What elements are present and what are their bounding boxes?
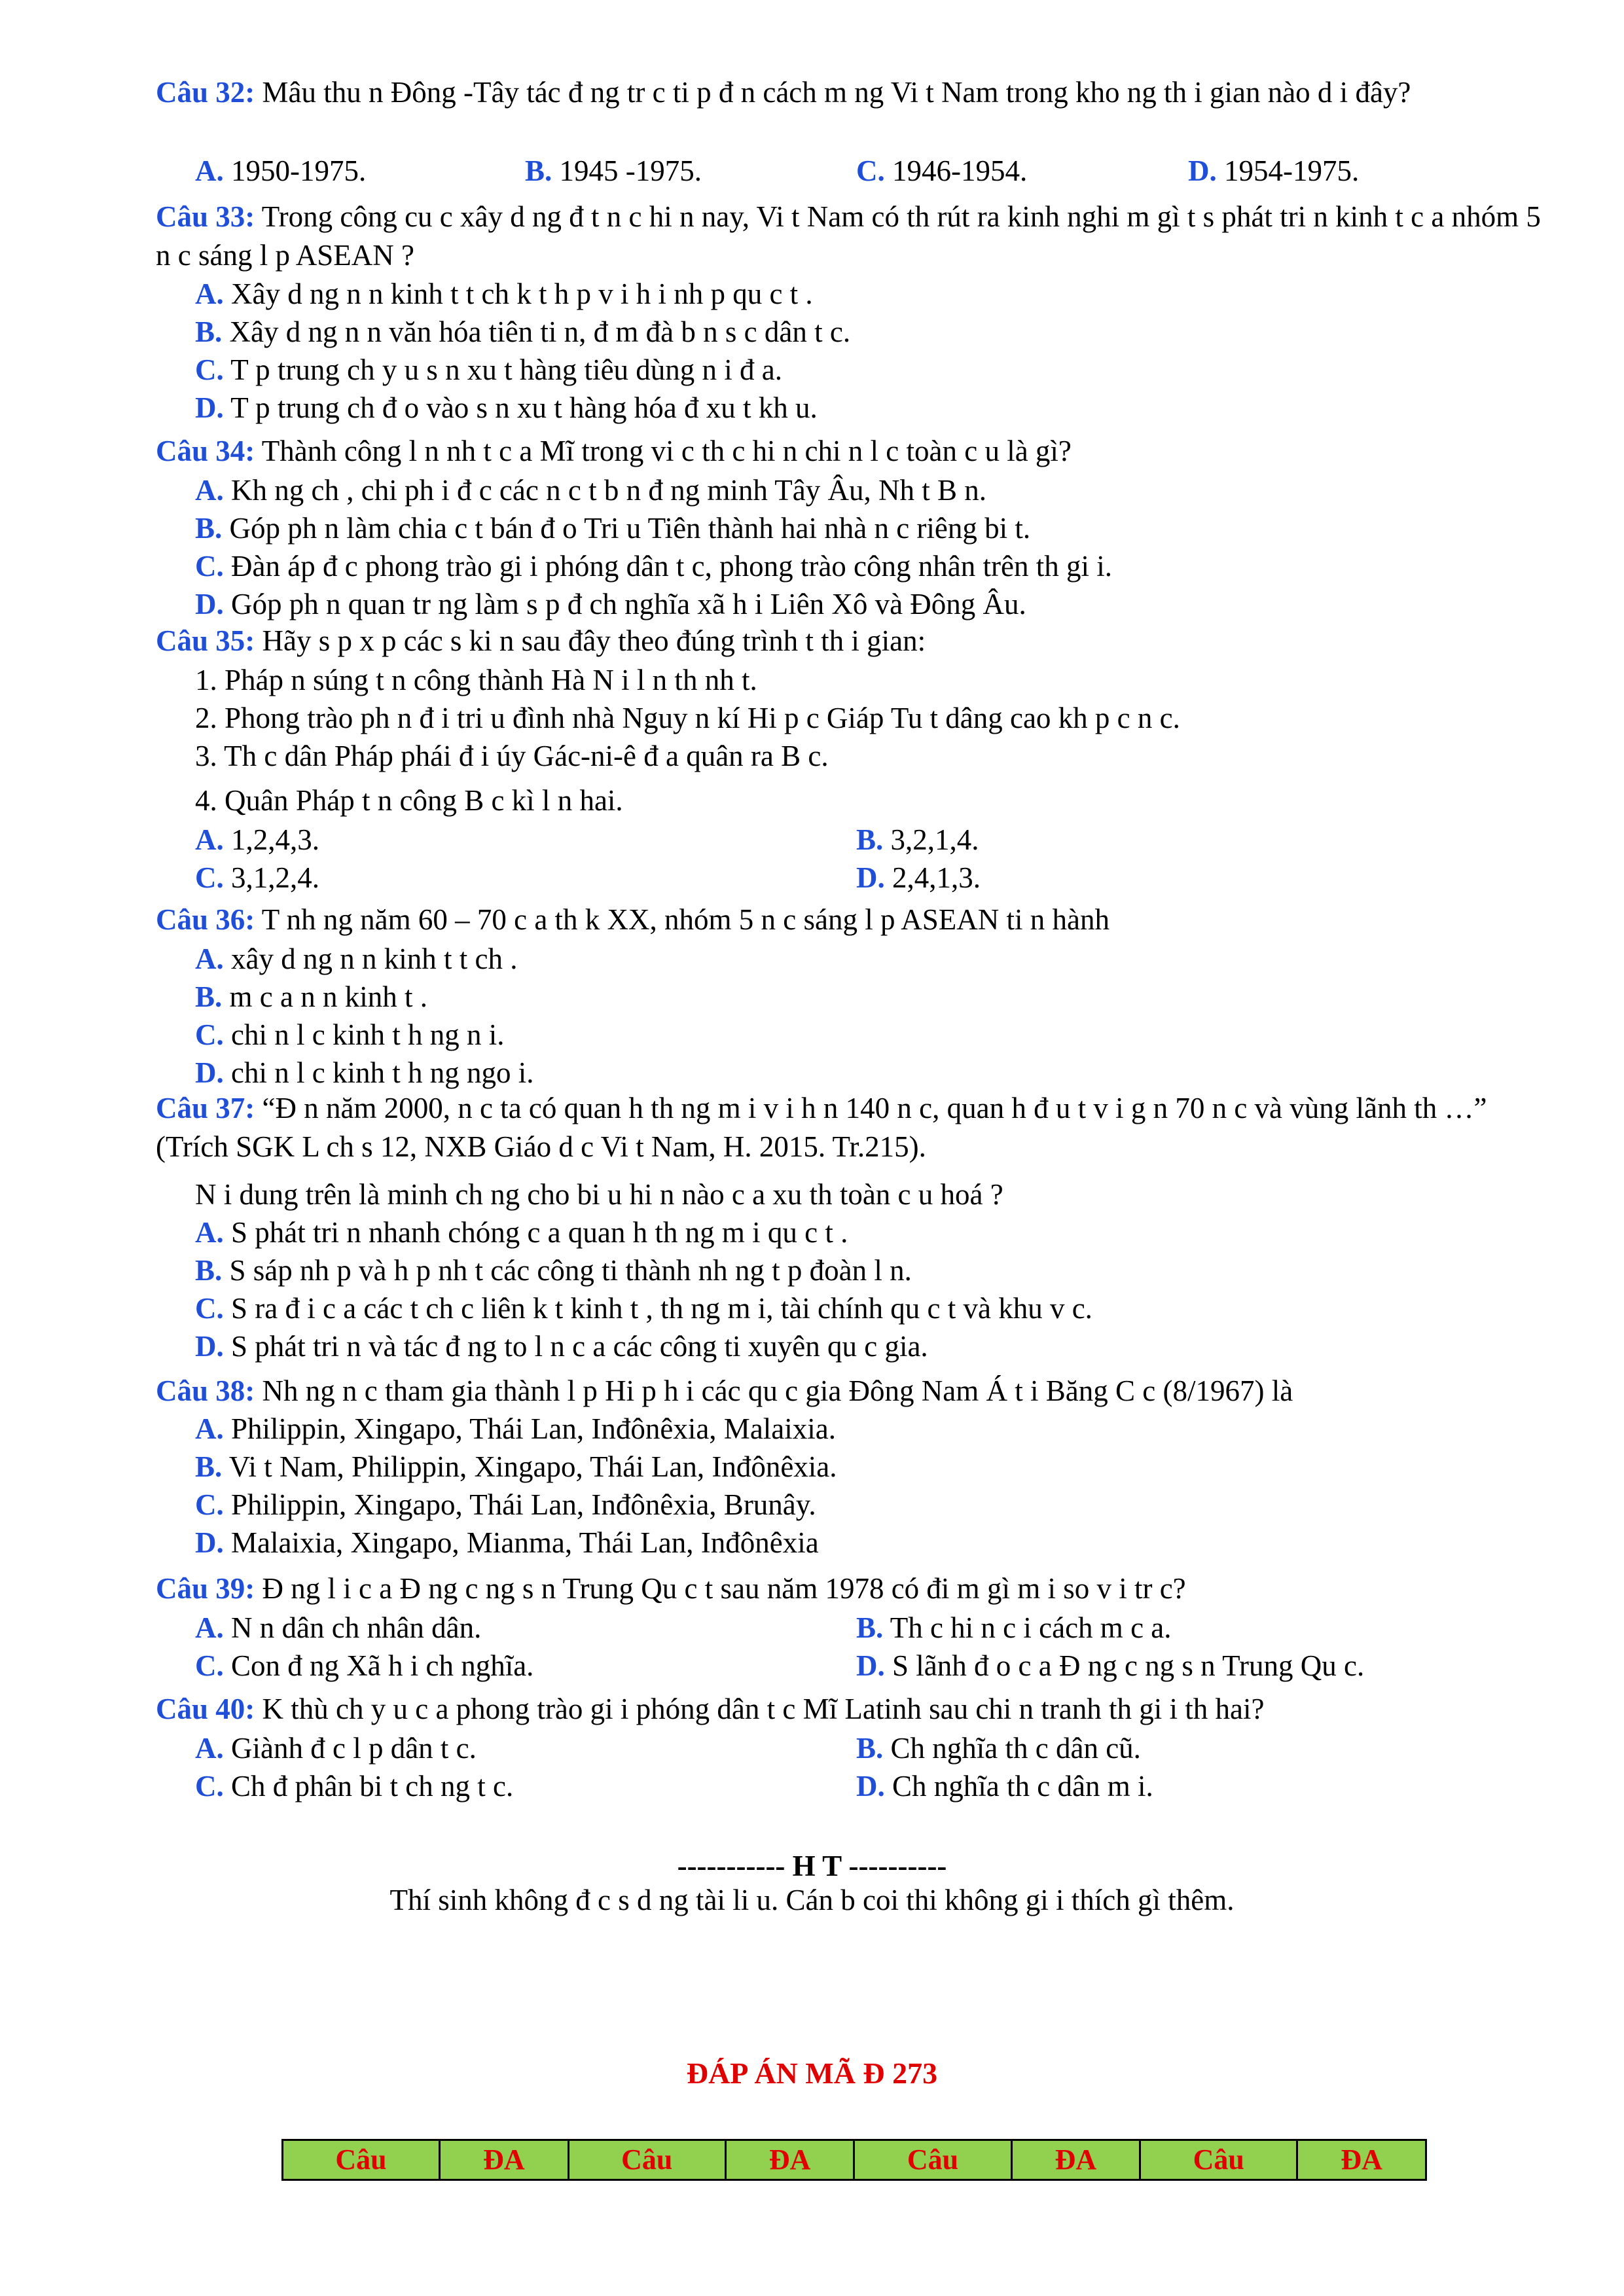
column-header: Câu [1140,2140,1297,2180]
option-b: B. m c a n n kinh t . [195,980,427,1013]
event-2: 2. Phong trào ph n đ i tri u đình nhà Nguy n kí Hi p c Giáp Tu t dâng cao kh p c n c. [195,702,1180,734]
option-a: A. 1950-1975. [195,154,367,187]
option-b: B. Ch nghĩa th c dân cũ. [856,1732,1141,1765]
option-b: B. Xây d ng n n văn hóa tiên ti n, đ m đà b n s c dân t c. [195,315,851,348]
question-40 [156,1690,1543,1729]
option-c: C. Ch đ phân bi t ch ng t c. [195,1770,514,1803]
column-header: ĐA [1297,2140,1426,2180]
option-d: D. S phát tri n và tác đ ng to l n c a các công ti xuyên qu c gia. [195,1330,928,1363]
question-number: Câu 36: [156,903,255,936]
option-c: C. S ra đ i c a các t ch c liên k t kinh t , th ng m i, tài chính qu c t và khu v c. [195,1292,1092,1325]
option-b: B. 3,2,1,4. [856,823,979,856]
question-number: Câu 33: [156,200,255,233]
event-1: 1. Pháp n súng t n công thành Hà N i l n th nh t. [195,664,757,696]
question-38 [156,1372,1543,1410]
question-text: Nh ng n c tham gia thành l p Hi p h i các qu c gia Đông Nam Á t i Băng C c (8/1967) là [262,1374,1293,1407]
question-text: “Đ n năm 2000, n c ta có quan h th ng m i v i h n 140 n c, quan h đ u t v i g n 70 n c và vùng lãnh th …” (Trích SGK L ch s 12, NXB Giáo d c Vi t Nam, H. 2015. Tr.215). [156,1092,1487,1163]
column-header: Câu [283,2140,440,2180]
answer-key-title: ĐÁP ÁN MÃ Đ 273 [686,2056,938,2090]
option-d: D. Malaixia, Xingapo, Mianma, Thái Lan, Inđônêxia [195,1526,819,1559]
option-a: A. S phát tri n nhanh chóng c a quan h th ng m i qu c t . [195,1216,848,1249]
question-number: Câu 34: [156,435,255,467]
option-a: A. xây d ng n n kinh t t ch . [195,942,518,975]
question-36 [156,901,1543,939]
answer-key-table [281,2139,1427,2181]
option-c: C. T p trung ch y u s n xu t hàng tiêu dùng n i đ a. [195,353,783,386]
question-text: Đ ng l i c a Đ ng c ng s n Trung Qu c t sau năm 1978 có đi m gì m i so v i tr c? [262,1572,1186,1605]
event-3: 3. Th c dân Pháp phái đ i úy Gác-ni-ê đ a quân ra B c. [195,740,829,772]
option-d: D. chi n l c kinh t h ng ngo i. [195,1056,534,1089]
exam-note: Thí sinh không đ c s d ng tài li u. Cán b coi thi không gi i thích gì thêm. [389,1884,1235,1916]
question-text: K thù ch y u c a phong trào gi i phóng dân t c Mĩ Latinh sau chi n tranh th gi i th hai? [262,1693,1265,1725]
column-header: Câu [568,2140,725,2180]
option-a: A. Kh ng ch , chi ph i đ c các n c t b n đ ng minh Tây Âu, Nh t B n. [195,474,986,507]
column-header: ĐA [440,2140,569,2180]
option-a: A. 1,2,4,3. [195,823,319,856]
question-number: Câu 40: [156,1693,255,1725]
column-header: Câu [854,2140,1011,2180]
question-number: Câu 37: [156,1092,255,1124]
column-header: ĐA [1011,2140,1140,2180]
option-d: D. Góp ph n quan tr ng làm s p đ ch nghĩa xã h i Liên Xô và Đông Âu. [195,588,1026,620]
option-a: A. Xây d ng n n kinh t t ch k t h p v i h i nh p qu c t . [195,278,813,310]
question-text: Trong công cu c xây d ng đ t n c hi n nay, Vi t Nam có th rút ra kinh nghi m gì t s phát tri n kinh t c a nhóm 5 n c sáng l p ASEAN ? [156,200,1541,272]
table-header-row [283,2140,1426,2180]
option-c: C. 3,1,2,4. [195,861,319,894]
question-number: Câu 32: [156,76,255,109]
question-text: Mâu thu n Đông -Tây tác đ ng tr c ti p đ n cách m ng Vi t Nam trong kho ng th i gian nào d i đây? [262,76,1411,109]
question-text: Hãy s p x p các s ki n sau đây theo đúng trình t th i gian: [262,624,926,657]
event-4: 4. Quân Pháp t n công B c kì l n hai. [195,784,623,817]
option-c: C. Philippin, Xingapo, Thái Lan, Inđônêxia, Brunây. [195,1488,816,1521]
option-c: C. Đàn áp đ c phong trào gi i phóng dân t c, phong trào công nhân trên th gi i. [195,550,1112,583]
option-d: D. S lãnh đ o c a Đ ng c ng s n Trung Qu c. [856,1649,1365,1682]
option-d: D. T p trung ch đ o vào s n xu t hàng hóa đ xu t kh u. [195,391,818,424]
option-a: A. N n dân ch nhân dân. [195,1611,482,1644]
column-header: ĐA [725,2140,854,2180]
option-b: B. Th c hi n c i cách m c a. [856,1611,1172,1644]
question-39 [156,1570,1543,1608]
option-d: D. 1954-1975. [1188,154,1360,187]
question-text: Thành công l n nh t c a Mĩ trong vi c th c hi n chi n l c toàn c u là gì? [261,435,1072,467]
option-c: C. chi n l c kinh t h ng n i. [195,1018,505,1051]
question-text: T nh ng năm 60 – 70 c a th k XX, nhóm 5 n c sáng l p ASEAN ti n hành [261,903,1110,936]
question-number: Câu 38: [156,1374,255,1407]
question-prompt: N i dung trên là minh ch ng cho bi u hi n nào c a xu th toàn c u hoá ? [195,1178,1003,1211]
question-37 [156,1089,1543,1166]
option-b: B. S sáp nh p và h p nh t các công ti thành nh ng t p đoàn l n. [195,1254,912,1287]
option-d: D. 2,4,1,3. [856,861,981,894]
question-35 [156,622,1543,660]
question-34 [156,432,1543,471]
question-number: Câu 35: [156,624,255,657]
end-of-exam-mark: ----------- H T ---------- [677,1850,947,1882]
option-b: B. Góp ph n làm chia c t bán đ o Tri u Tiên thành hai nhà n c riêng bi t. [195,512,1031,545]
option-a: A. Giành đ c l p dân t c. [195,1732,477,1765]
question-33 [156,198,1543,274]
option-d: D. Ch nghĩa th c dân m i. [856,1770,1153,1803]
option-a: A. Philippin, Xingapo, Thái Lan, Inđônêxia, Malaixia. [195,1412,836,1445]
option-c: C. Con đ ng Xã h i ch nghĩa. [195,1649,534,1682]
option-b: B. 1945 -1975. [525,154,702,187]
option-b: B. Vi t Nam, Philippin, Xingapo, Thái Lan, Inđônêxia. [195,1450,837,1483]
question-32 [156,73,1543,112]
option-c: C. 1946-1954. [856,154,1028,187]
question-number: Câu 39: [156,1572,255,1605]
